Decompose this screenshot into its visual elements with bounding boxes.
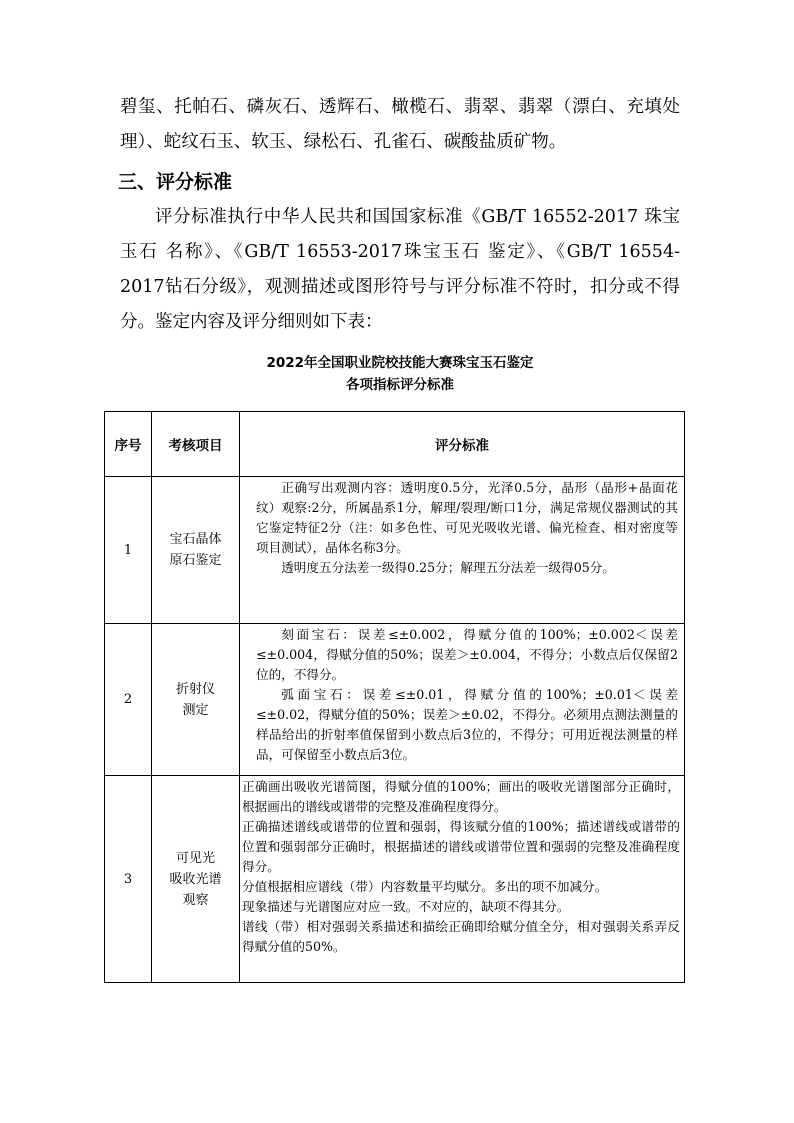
criteria-paragraph: 分值根据相应谱线（带）内容数量平均赋分。多出的项不加减分。 bbox=[242, 879, 608, 894]
scoring-table bbox=[104, 411, 685, 983]
header-criteria: 评分标准 bbox=[240, 412, 685, 477]
row-item-line: 宝石晶体 bbox=[169, 532, 222, 547]
table-header-row bbox=[105, 412, 685, 477]
table-row bbox=[105, 477, 685, 624]
row-item-line: 可见光 bbox=[175, 850, 215, 866]
row-item-line: 观察 bbox=[182, 892, 209, 908]
row-item-line: 测定 bbox=[182, 702, 209, 718]
table-row bbox=[105, 624, 685, 776]
criteria-paragraph: 正确描述谱线或谱带的位置和强弱，得该赋分值的100%；描述谱线或谱带的位置和强弱部分正确时，根据描述的谱线或谱带位置和强弱的完整及准确程度得分。 bbox=[242, 819, 680, 874]
row-item-line: 原石鉴定 bbox=[169, 553, 222, 568]
criteria-paragraph: 透明度五分法差一级得0.25分；解理五分法差一级得05分。 bbox=[281, 560, 615, 575]
row-criteria bbox=[240, 477, 685, 624]
row-number: 3 bbox=[105, 776, 152, 983]
row-item bbox=[152, 477, 240, 624]
intro-paragraph: 碧玺、托帕石、磷灰石、透辉石、橄榄石、翡翠、翡翠（漂白、充填处理）、蛇纹石玉、软玉、绿松石、孔雀石、碳酸盐质矿物。 bbox=[120, 97, 680, 152]
header-item: 考核项目 bbox=[152, 412, 240, 477]
header-num: 序号 bbox=[105, 412, 152, 477]
row-item bbox=[152, 624, 240, 776]
row-item-line: 吸收光谱 bbox=[169, 871, 222, 887]
section-heading: 三、评分标准 bbox=[118, 171, 233, 193]
body-text: 评分标准执行中华人民共和国国家标准《GB/T 16552-2017 珠宝玉石 名称》、《GB/T 16553-2017珠宝玉石 鉴定》、《GB/T 16554-2017钻石分级》，观测描述或图形符号与评分标准不符时，扣分或不得分。鉴定内容及评分细则如下表： bbox=[120, 207, 680, 332]
criteria-paragraph: 正确写出观测内容：透明度0.5分，光泽0.5分，晶形（晶形+晶面花纹）观察:2分，所属晶系1分，解理/裂理/断口1分，满足常规仪器测试的其它鉴定特征2分（注：如多色性、可见光吸收光谱、偏光检查、相对密度等项目测试），晶体名称3分。 bbox=[256, 480, 678, 555]
criteria-paragraph: 正确画出吸收光谱简图，得赋分值的100%；画出的吸收光谱图部分正确时，根据画出的谱线或谱带的完整及准确程度得分。 bbox=[242, 779, 680, 814]
table-title-line2: 各项指标评分标准 bbox=[346, 377, 454, 393]
row-item-line: 折射仪 bbox=[175, 681, 215, 697]
row-item bbox=[152, 776, 240, 983]
row-number: 1 bbox=[105, 477, 152, 624]
table-title-line1: 2022年全国职业院校技能大赛珠宝玉石鉴定 bbox=[266, 355, 534, 371]
criteria-paragraph: 弧面宝石：误差≤±0.01，得赋分值的100%；±0.01＜误差≤±0.02，得赋分值的50%；误差＞±0.02，不得分。必须用点测法测量的样品给出的折射率值保留到小数点后3位的，不得分；可用近视法测量的样品，可保留至小数点后3位。 bbox=[256, 687, 678, 762]
table-row bbox=[105, 776, 685, 983]
criteria-paragraph: 谱线（带）相对强弱关系描述和描绘正确即给赋分值全分，相对强弱关系弄反得赋分值的50%。 bbox=[242, 919, 680, 954]
row-criteria bbox=[240, 624, 685, 776]
body-paragraph bbox=[120, 200, 680, 340]
row-criteria bbox=[240, 776, 685, 983]
row-number: 2 bbox=[105, 624, 152, 776]
criteria-paragraph: 现象描述与光谱图应对应一致。不对应的，缺项不得其分。 bbox=[242, 899, 570, 914]
criteria-paragraph: 刻面宝石：误差≤±0.002，得赋分值的100%；±0.002＜误差≤±0.004，得赋分值的50%；误差＞±0.004，不得分；小数点后仅保留2位的，不得分。 bbox=[256, 627, 678, 682]
